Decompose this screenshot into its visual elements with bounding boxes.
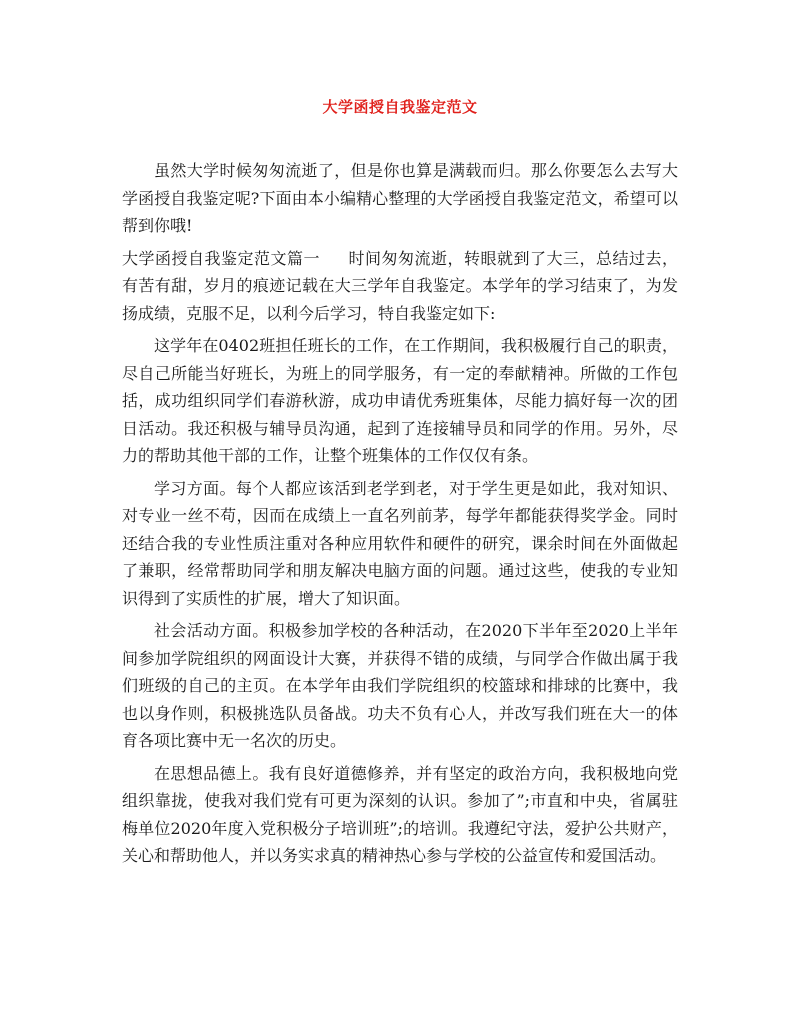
body-paragraph-study: 学习方面。每个人都应该活到老学到老，对于学生更是如此，我对知识、对专业一丝不苟，因而在成绩上一直名列前茅，每学年都能获得奖学金。同时还结合我的专业性质注重对各种应用软件和硬件的研究，课余时间在外面做起了兼职，经常帮助同学和朋友解决电脑方面的问题。通过这些，使我的专业知识得到了实质性的扩展，增大了知识面。	[122, 478, 678, 608]
body-paragraph-social-activities: 社会活动方面。积极参加学校的各种活动，在2020下半年至2020上半年间参加学院组织的网面设计大赛，并获得不错的成绩，与同学合作做出属于我们班级的自己的主页。在本学年由我们学院组织的校篮球和排球的比赛中，我也以身作则，积极挑选队员备战。功夫不负有心人，并改写我们班在大一的体育各项比赛中无一名次的历史。	[122, 621, 678, 750]
document-page	[122, 96, 678, 875]
document-title: 大学函授自我鉴定范文	[322, 98, 478, 116]
body-paragraph-moral-character: 在思想品德上。我有良好道德修养，并有坚定的政治方向，我积极地向党组织靠拢，使我对我们党有可更为深刻的认识。参加了”;市直和中央，省属驻梅单位2020年度入党积极分子培训班”;的培训。我遵纪守法，爱护公共财产，关心和帮助他人，并以务实求真的精神热心参与学校的公益宣传和爱国活动。	[122, 763, 678, 865]
section-opening-paragraph	[122, 245, 678, 328]
section-opening-text: 时间匆匆流逝，转眼就到了大三，总结过去，有苦有甜，岁月的痕迹记载在大三学年自我鉴定。本学年的学习结束了，为发扬成绩，克服不足，以利今后学习，特自我鉴定如下:	[122, 248, 678, 323]
intro-paragraph: 虽然大学时候匆匆流逝了，但是你也算是满载而归。那么你要怎么去写大学函授自我鉴定呢?下面由本小编精心整理的大学函授自我鉴定范文，希望可以帮到你哦!	[122, 161, 678, 235]
body-paragraph-class-monitor: 这学年在0402班担任班长的工作，在工作期间，我积极履行自己的职责，尽自己所能当好班长，为班上的同学服务，有一定的奉献精神。所做的工作包括，成功组织同学们春游秋游，成功申请优秀班集体，尽能力搞好每一次的团日活动。我还积极与辅导员沟通，起到了连接辅导员和同学的作用。另外，尽力的帮助其他干部的工作，让整个班集体的工作仅仅有条。	[122, 336, 678, 465]
section-label: 大学函授自我鉴定范文篇一	[122, 248, 320, 268]
